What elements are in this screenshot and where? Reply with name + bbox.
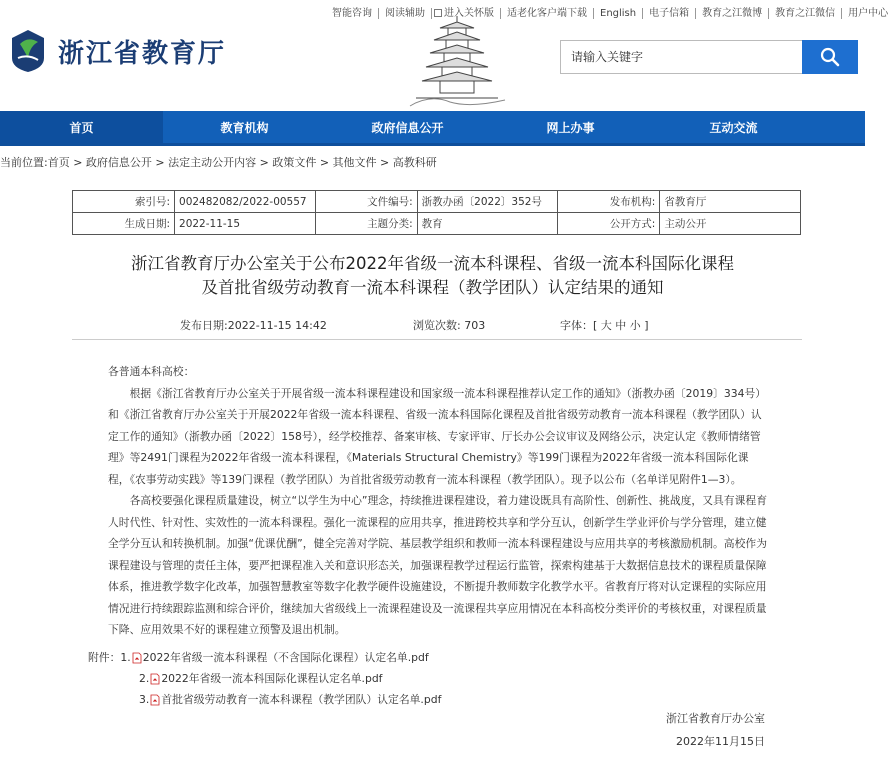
topbar-link-care-mode[interactable]: 进入关怀版 xyxy=(431,8,500,19)
meta-index-label: 索引号: xyxy=(73,191,175,213)
topbar-link-email[interactable]: 电子信箱 xyxy=(642,8,695,19)
attachment-3-name: 首批省级劳动教育一流本科课程（教学团队）认定名单.pdf xyxy=(161,693,442,706)
attachment-1-name: 2022年省级一流本科课程（不含国际化课程）认定名单.pdf xyxy=(142,651,429,664)
meta-index-value: 002482082/2022-00557 xyxy=(175,191,316,213)
topbar-link-wechat[interactable]: 教育之江微信 xyxy=(768,8,841,19)
font-size-switcher[interactable]: 字体：[ 大 中 小 ] xyxy=(560,319,649,332)
search-button[interactable] xyxy=(802,40,858,74)
main-nav xyxy=(0,111,865,146)
nav-institutions[interactable]: 教育机构 xyxy=(220,121,269,135)
search-icon xyxy=(820,47,840,67)
meta-topic-label: 主题分类: xyxy=(315,213,417,235)
search-box xyxy=(560,40,858,74)
body-paragraph-1: 根据《浙江省教育厅办公室关于开展省级一流本科课程建设和国家级一流本科课程推荐认定工作的通知》（浙教办函〔2019〕334号）和《浙江省教育厅办公室关于开展2022年省级一流本科课程、省级一流本科国际化课程及首批省级劳动教育一流本科课程（教学团队）认定工作的通知》（浙教办函〔2022〕158号），经学校推荐、备案审核、专家评审、厅长办公会议审议及网络公示，决定认定《教师情绪管理》等2491门课程为2022年省级一流本科课程，《Materials Structural Chemistry》等199门课程为2022年省级一流本科国际化课程，《农事劳动实践》等139门课程（教学团队）为首批省级劳动教育一流本科课程（教学团队）。现予以公布（名单详见附件1—3）。 xyxy=(108,386,767,486)
nav-online-services[interactable]: 网上办事 xyxy=(546,121,595,135)
meta-mode-value: 主动公开 xyxy=(660,213,801,235)
pdf-icon xyxy=(150,673,160,685)
nav-gov-info[interactable]: 政府信息公开 xyxy=(371,121,444,135)
topbar-link-weibo[interactable]: 教育之江微博 xyxy=(695,8,768,19)
breadcrumb[interactable]: 当前位置:首页 > 政府信息公开 > 法定主动公开内容 > 政策文件 > 其他文件 > 高教科研 xyxy=(0,156,437,169)
article-info xyxy=(100,317,800,333)
nav-interaction[interactable]: 互动交流 xyxy=(709,121,758,135)
site-logo[interactable] xyxy=(8,28,226,74)
attachments-label: 附件： xyxy=(88,651,121,664)
info-divider xyxy=(72,339,802,340)
article-title-line-1: 浙江省教育厅办公室关于公布2022年省级一流本科课程、省级一流本科国际化课程 xyxy=(131,254,734,273)
meta-doc-label: 文件编号: xyxy=(315,191,417,213)
pagoda-illustration-icon xyxy=(410,14,505,110)
document-meta-table xyxy=(72,190,801,235)
logo-emblem-icon xyxy=(8,28,48,74)
meta-org-value: 省教育厅 xyxy=(660,191,801,213)
topbar-link-english[interactable]: English xyxy=(593,8,642,19)
meta-topic-value: 教育 xyxy=(417,213,558,235)
attachment-3[interactable]: 3. 首批省级劳动教育一流本科课程（教学团队）认定名单.pdf xyxy=(139,693,442,706)
signing-org: 浙江省教育厅办公室 xyxy=(666,712,765,725)
pdf-icon xyxy=(132,652,142,664)
article-title xyxy=(60,252,805,300)
article-body xyxy=(108,361,768,641)
greeting: 各普通本科高校： xyxy=(108,365,195,378)
attachment-1[interactable]: 附件： 1. 2022年省级一流本科课程（不含国际化课程）认定名单.pdf xyxy=(88,651,429,664)
nav-home[interactable]: 首页 xyxy=(0,111,163,143)
article-title-line-2: 及首批省级劳动教育一流本科课程（教学团队）认定结果的通知 xyxy=(201,278,664,297)
pdf-icon xyxy=(150,694,160,706)
topbar-link-elder-app[interactable]: 适老化客户端下载 xyxy=(500,8,593,19)
topbar-link-smart-consult[interactable]: 智能咨询 xyxy=(332,7,372,19)
top-utility-bar xyxy=(326,4,889,22)
publish-date: 发布日期:2022-11-15 14:42 xyxy=(180,319,327,332)
view-count: 浏览次数: 703 xyxy=(413,319,486,332)
signing-date: 2022年11月15日 xyxy=(676,735,765,748)
meta-date-value: 2022-11-15 xyxy=(175,213,316,235)
search-input[interactable] xyxy=(560,40,802,74)
site-name: 浙江省教育厅 xyxy=(58,38,227,69)
topbar-link-reading-aid[interactable]: 阅读辅助 xyxy=(378,8,431,19)
body-paragraph-2: 各高校要强化课程质量建设，树立“以学生为中心”理念，持续推进课程建设，着力建设既具有高阶性、创新性、挑战度，又具有课程育人时代性、针对性、实效性的一流本科课程。强化一流课程的应用共享，推进跨校共享和学分互认，创新学生学业评价与学分管理，建立健全学分互认和转换机制。加强“优课优酬”，健全完善对学院、基层教学组织和教师一流本科课程建设与应用共享的考核激励机制。高校作为课程建设与管理的责任主体，要严把课程准入关和意识形态关，加强课程教学过程运行监管，探索构建基于大数据信息技术的课程质量保障体系，推进教学数字化改革，加强智慧教室等数字化教学硬件设施建设，不断提升教师数字化教学水平。省教育厅将对认定课程的实际应用情况进行持续跟踪监测和综合评价，继续加大省级线上一流课程建设及一流课程共享应用情况在本科高校分类评价的考核权重，对课程质量下降、应用效果不好的课程建立预警及退出机制。 xyxy=(108,494,767,636)
meta-mode-label: 公开方式: xyxy=(558,213,660,235)
meta-date-label: 生成日期: xyxy=(73,213,175,235)
meta-doc-value: 浙教办函〔2022〕352号 xyxy=(417,191,558,213)
meta-org-label: 发布机构: xyxy=(558,191,660,213)
attachment-2-name: 2022年省级一流本科国际化课程认定名单.pdf xyxy=(161,672,383,685)
topbar-link-user-center[interactable]: 用户中心 xyxy=(841,8,894,19)
attachment-2[interactable]: 2. 2022年省级一流本科国际化课程认定名单.pdf xyxy=(139,672,383,685)
